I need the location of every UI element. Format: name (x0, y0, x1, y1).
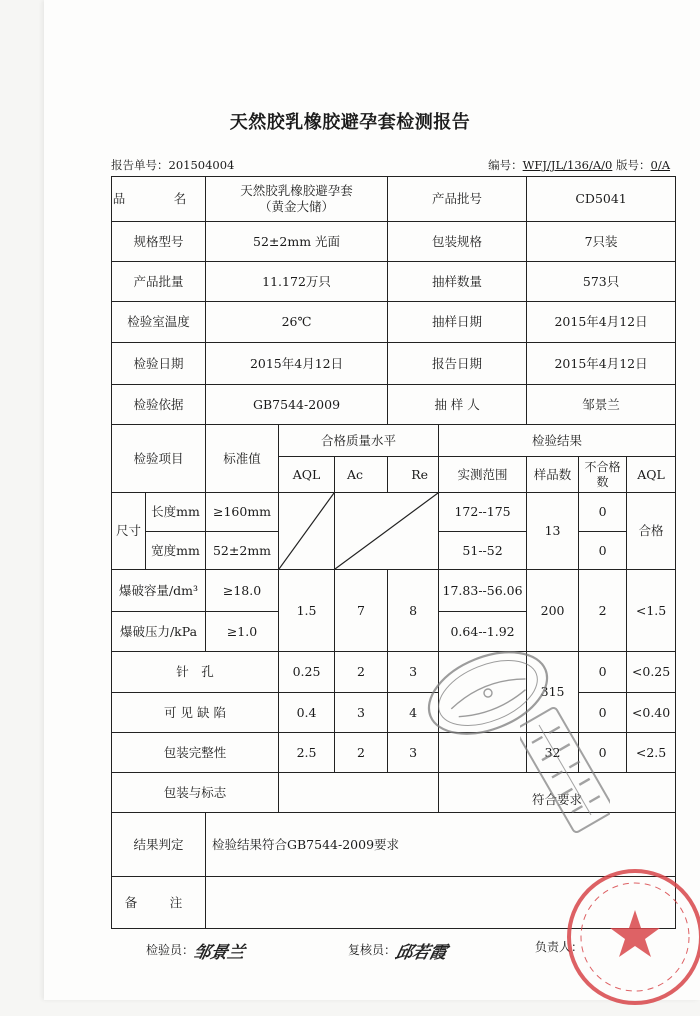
burst-vol-name: 爆破容量/dm³ (112, 570, 206, 612)
version-value: 0/A (650, 158, 670, 172)
report-title: 天然胶乳橡胶避孕套检测报告 (229, 112, 471, 133)
pinhole-defect-samples: 315 (527, 652, 579, 733)
report-date-label: 报告日期 (388, 343, 527, 385)
burst-aql-result: <1.5 (627, 570, 676, 652)
test-date-label: 检验日期 (112, 343, 206, 385)
reviewer-signature: 邱若霞 (393, 943, 449, 963)
size-label: 尺寸 (112, 493, 146, 570)
sampler: 邹景兰 (527, 385, 676, 425)
length-name: 长度mm (146, 493, 206, 532)
head-nonconf: 不合格数 (579, 457, 627, 493)
version-label: 版号： (616, 158, 651, 172)
defect-re: 4 (388, 693, 439, 733)
report-date: 2015年4月12日 (527, 343, 676, 385)
head-result: 检验结果 (439, 425, 676, 457)
inspector-sign (146, 938, 245, 963)
width-nonconf: 0 (579, 532, 627, 570)
owner-sign (535, 938, 583, 955)
pinhole-aql: 0.25 (279, 652, 335, 693)
burst-pres-range: 0.64--1.92 (439, 612, 527, 652)
pack-integrity-nonconf: 0 (579, 733, 627, 773)
burst-nonconf: 2 (579, 570, 627, 652)
burst-ac: 7 (335, 570, 388, 652)
pack-integrity-samples: 32 (527, 733, 579, 773)
sample-qty-label: 抽样数量 (388, 262, 527, 302)
pinhole-defect-range (439, 652, 527, 733)
report-table (111, 176, 676, 929)
product-name-cell (206, 177, 388, 222)
spec-label: 规格型号 (112, 222, 206, 262)
batch-no-label: 产品批号 (388, 177, 527, 222)
width-name: 宽度mm (146, 532, 206, 570)
sample-date: 2015年4月12日 (527, 302, 676, 343)
lot-size-label: 产品批量 (112, 262, 206, 302)
inspector-signature: 邹景兰 (191, 943, 247, 963)
product-name-sub: （黄金大储） (259, 199, 335, 214)
head-aql: AQL (279, 457, 335, 493)
burst-pres-std: ≥1.0 (206, 612, 279, 652)
test-date: 2015年4月12日 (206, 343, 388, 385)
defect-ac: 3 (335, 693, 388, 733)
size-samples: 13 (527, 493, 579, 570)
head-aql-result: AQL (627, 457, 676, 493)
basis-label: 检验依据 (112, 385, 206, 425)
diagonal-line (279, 493, 334, 569)
defect-nonconf: 0 (579, 693, 627, 733)
pack-integrity-aql: 2.5 (279, 733, 335, 773)
remark-label: 备 注 (112, 877, 206, 929)
pack-integrity-name: 包装完整性 (112, 733, 279, 773)
pack-integrity-ac: 2 (335, 733, 388, 773)
conclusion-label: 结果判定 (112, 813, 206, 877)
sample-date-label: 抽样日期 (388, 302, 527, 343)
reviewer-label: 复核员： (348, 943, 397, 957)
pack-label-empty (279, 773, 439, 813)
head-range: 实测范围 (439, 457, 527, 493)
pack-integrity-range (439, 733, 527, 773)
burst-vol-std: ≥18.0 (206, 570, 279, 612)
code-label: 编号： (488, 158, 523, 172)
size-aql-result: 合格 (627, 493, 676, 570)
length-range: 172--175 (439, 493, 527, 532)
size-ac-re-empty (335, 493, 439, 570)
inspector-label: 检验员： (146, 943, 195, 957)
document-code (488, 157, 670, 173)
reviewer-sign (348, 938, 447, 963)
head-item: 检验项目 (112, 425, 206, 493)
product-name: 天然胶乳橡胶避孕套 (240, 183, 353, 199)
room-temp: 26℃ (206, 302, 388, 343)
sampler-label: 抽 样 人 (388, 385, 527, 425)
width-range: 51--52 (439, 532, 527, 570)
pinhole-ac: 2 (335, 652, 388, 693)
size-aql-empty (279, 493, 335, 570)
batch-no: CD5041 (527, 177, 676, 222)
defect-aql: 0.4 (279, 693, 335, 733)
package: 7只装 (527, 222, 676, 262)
pack-integrity-re: 3 (388, 733, 439, 773)
head-standard: 标准值 (206, 425, 279, 493)
burst-aql: 1.5 (279, 570, 335, 652)
product-name-label: 品 名 (112, 177, 206, 222)
length-nonconf: 0 (579, 493, 627, 532)
pack-integrity-aql-result: <2.5 (627, 733, 676, 773)
report-number-value: 201504004 (168, 158, 235, 172)
pack-label-name: 包装与标志 (112, 773, 279, 813)
burst-pres-name: 爆破压力/kPa (112, 612, 206, 652)
head-ac: Ac (335, 457, 388, 493)
width-std: 52±2mm (206, 532, 279, 570)
sample-qty: 573只 (527, 262, 676, 302)
length-std: ≥160mm (206, 493, 279, 532)
burst-samples: 200 (527, 570, 579, 652)
package-label: 包装规格 (388, 222, 527, 262)
head-sample-count: 样品数 (527, 457, 579, 493)
pack-label-result: 符合要求 (439, 773, 676, 813)
burst-vol-range: 17.83--56.06 (439, 570, 527, 612)
report-number (111, 157, 234, 173)
defect-name: 可 见 缺 陷 (112, 693, 279, 733)
head-qual-level: 合格质量水平 (279, 425, 439, 457)
lot-size: 11.172万只 (206, 262, 388, 302)
report-number-label: 报告单号： (111, 158, 169, 172)
head-re: Re (388, 457, 439, 493)
pinhole-re: 3 (388, 652, 439, 693)
room-temp-label: 检验室温度 (112, 302, 206, 343)
pinhole-aql-result: <0.25 (627, 652, 676, 693)
code-value: WFJ/JL/136/A/0 (522, 158, 613, 172)
defect-aql-result: <0.40 (627, 693, 676, 733)
pinhole-nonconf: 0 (579, 652, 627, 693)
conclusion-text: 检验结果符合GB7544-2009要求 (206, 813, 676, 877)
pinhole-name: 针 孔 (112, 652, 279, 693)
diagonal-line (335, 493, 438, 569)
owner-label: 负责人： (535, 940, 584, 954)
basis: GB7544-2009 (206, 385, 388, 425)
burst-re: 8 (388, 570, 439, 652)
spec: 52±2mm 光面 (206, 222, 388, 262)
remark-text (206, 877, 676, 929)
